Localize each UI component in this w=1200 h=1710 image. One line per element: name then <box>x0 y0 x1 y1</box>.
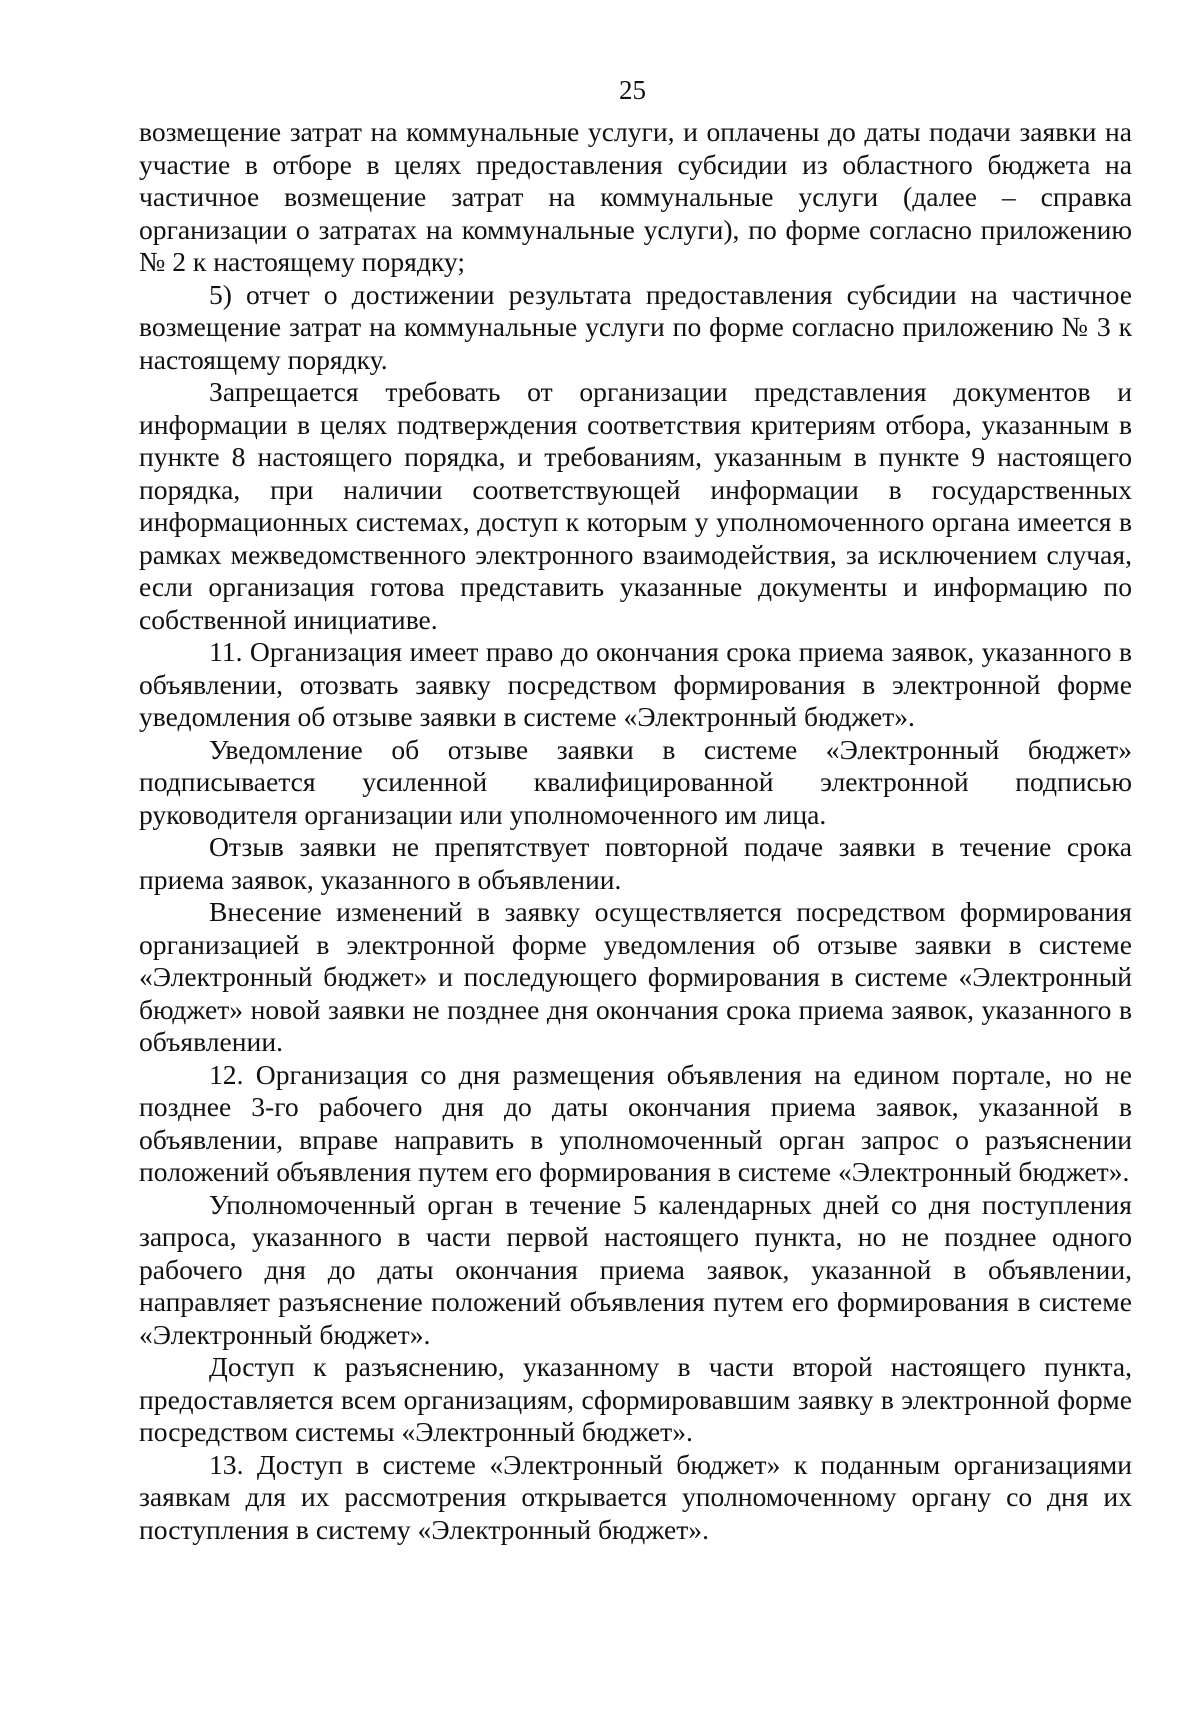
paragraph-withdrawal-notice: Уведомление об отзыве заявки в системе «Электронный бюджет» подписывается усиленной квалифицированной электронной подписью руководителя организации или уполномоченного им лица. <box>139 733 1132 830</box>
document-body <box>139 116 1132 1546</box>
paragraph-amendments: Внесение изменений в заявку осуществляется посредством формирования организацией в электронной форме уведомления об отзыве заявки в системе «Электронный бюджет» и последующего формирования в системе «Электронный бюджет» новой заявки не позднее дня окончания срока приема заявок, указанного в объявлении. <box>139 896 1132 1057</box>
paragraph-continuation: возмещение затрат на коммунальные услуги, и оплачены до даты подачи заявки на участие в отборе в целях предоставления субсидии из областного бюджета на частичное возмещение затрат на коммунальные услуги (далее – справка организации о затратах на коммунальные услуги), по форме согласно приложению № 2 к настоящему порядку; <box>139 116 1132 277</box>
page-number: 25 <box>619 75 646 105</box>
paragraph-prohibition: Запрещается требовать от организации представления документов и информации в целях подтверждения соответствия критериям отбора, указанным в пункте 8 настоящего порядка, и требованиям, указанным в пункте 9 настоящего порядка, при наличии соответствующей информации в государственных информационных системах, доступ к которым у уполномоченного органа имеется в рамках межведомственного электронного взаимодействия, за исключением случая, если организация готова представить указанные документы и информацию по собственной инициативе. <box>139 376 1132 635</box>
paragraph-clarification-access: Доступ к разъяснению, указанному в части второй настоящего пункта, предоставляется всем организациям, сформировавшим заявку в электронной форме посредством системы «Электронный бюджет». <box>139 1351 1132 1447</box>
paragraph-resubmission: Отзыв заявки не препятствует повторной подаче заявки в течение срока приема заявок, указанного в объявлении. <box>139 831 1132 895</box>
paragraph-clarification: Уполномоченный орган в течение 5 календарных дней со дня поступления запроса, указанного в части первой настоящего пункта, но не позднее одного рабочего дня до даты окончания приема заявок, указанной в объявлении, направляет разъяснение положений объявления путем его формирования в системе «Электронный бюджет». <box>139 1188 1132 1350</box>
paragraph-item-5: 5) отчет о достижении результата предоставления субсидии на частичное возмещение затрат на коммунальные услуги по форме согласно приложению № 3 к настоящему порядку. <box>139 278 1132 375</box>
paragraph-section-12: 12. Организация со дня размещения объявления на едином портале, но не позднее 3-го рабочего дня до даты окончания приема заявок, указанной в объявлении, вправе направить в уполномоченный орган запрос о разъяснении положений объявления путем его формирования в системе «Электронный бюджет». <box>139 1058 1132 1187</box>
paragraph-section-11: 11. Организация имеет право до окончания срока приема заявок, указанного в объявлении, отозвать заявку посредством формирования в электронной форме уведомления об отзыве заявки в системе «Электронный бюджет». <box>139 636 1132 732</box>
paragraph-section-13: 13. Доступ в системе «Электронный бюджет» к поданным организациями заявкам для их рассмотрения открывается уполномоченному органу со дня их поступления в систему «Электронный бюджет». <box>139 1448 1132 1545</box>
